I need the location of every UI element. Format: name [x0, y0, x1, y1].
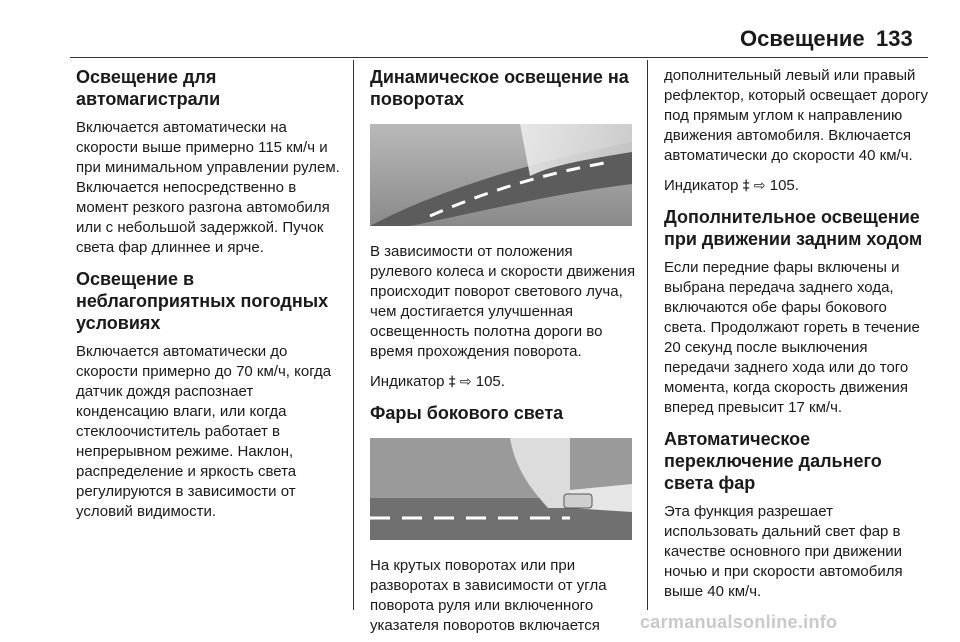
- page-reference-icon: ⇨: [459, 374, 472, 390]
- section-text: В зависимости от положения рулевого колеса и скорости движения происходит поворот светового луча, чем достигается улучшенная освещенность полотна дороги во время прохождения поворота.: [370, 243, 636, 360]
- section-text: Эта функция разрешает использовать дальний свет фар в качестве основного при движении ночью и при скорости автомобиля выше 40 км/ч.: [664, 503, 903, 600]
- section-title: Динамическое освещение на поворотах: [370, 67, 629, 109]
- column-2: [370, 60, 636, 634]
- indicator-line: [370, 372, 636, 392]
- section-text: Включается автоматически до скорости примерно до 70 км/ч, когда датчик дождя распознает конденсацию влаги, или когда стеклоочиститель работает в непрерывном режиме. Наклон, распределение и яркость света регулируются в зависимости от условий видимости.: [76, 343, 332, 520]
- headlight-indicator-icon: ‡: [742, 178, 750, 194]
- section-title: Освещение для автомагистрали: [76, 67, 221, 109]
- section-title: Автоматическое переключение дальнего света фар: [664, 429, 882, 493]
- page-reference-icon: ⇨: [753, 178, 766, 194]
- watermark: carmanualsonline.info: [640, 612, 838, 632]
- page-number: 133: [876, 26, 913, 51]
- section-text: На крутых поворотах или при разворотах в зависимости от угла поворота руля или включенного указателя поворотов включается: [370, 557, 607, 634]
- page-reference: 105.: [769, 177, 799, 194]
- section-title: Освещение в неблагоприятных погодных условиях: [76, 269, 329, 333]
- headlight-indicator-icon: ‡: [448, 374, 456, 390]
- column-divider: [353, 60, 354, 610]
- indicator-label: Индикатор: [664, 177, 739, 194]
- cornering-light-illustration: [370, 124, 632, 226]
- column-divider: [647, 60, 648, 610]
- indicator-label: Индикатор: [370, 373, 445, 390]
- page-title: Освещение: [740, 26, 865, 51]
- page-reference: 105.: [475, 373, 505, 390]
- section-text: Если передние фары включены и выбрана передача заднего хода, включаются обе фары бокового света. Продолжают гореть в течение 20 секунд после выключения передачи заднего хода или до того момента, когда скорость движения вперед превысит 17 км/ч.: [664, 259, 920, 416]
- page-header: [0, 0, 960, 58]
- section-text: Включается автоматически на скорости выше примерно 115 км/ч и при минимальном управлении рулем. Включается непосредственно в момент резкого разгона автомобиля или с небольшой задержкой. Пучок света фар длиннее и ярче.: [76, 119, 340, 256]
- header-divider: [70, 57, 928, 58]
- indicator-line: [664, 176, 930, 196]
- column-1: [76, 60, 346, 612]
- column-3: [664, 60, 930, 612]
- section-title: Дополнительное освещение при движении задним ходом: [664, 207, 923, 249]
- side-light-illustration: [370, 438, 632, 540]
- section-title: Фары бокового света: [370, 403, 564, 423]
- section-text: дополнительный левый или правый рефлектор, который освещает дорогу под прямым углом к направлению движения автомобиля. Включается автоматически до скорости 40 км/ч.: [664, 67, 929, 164]
